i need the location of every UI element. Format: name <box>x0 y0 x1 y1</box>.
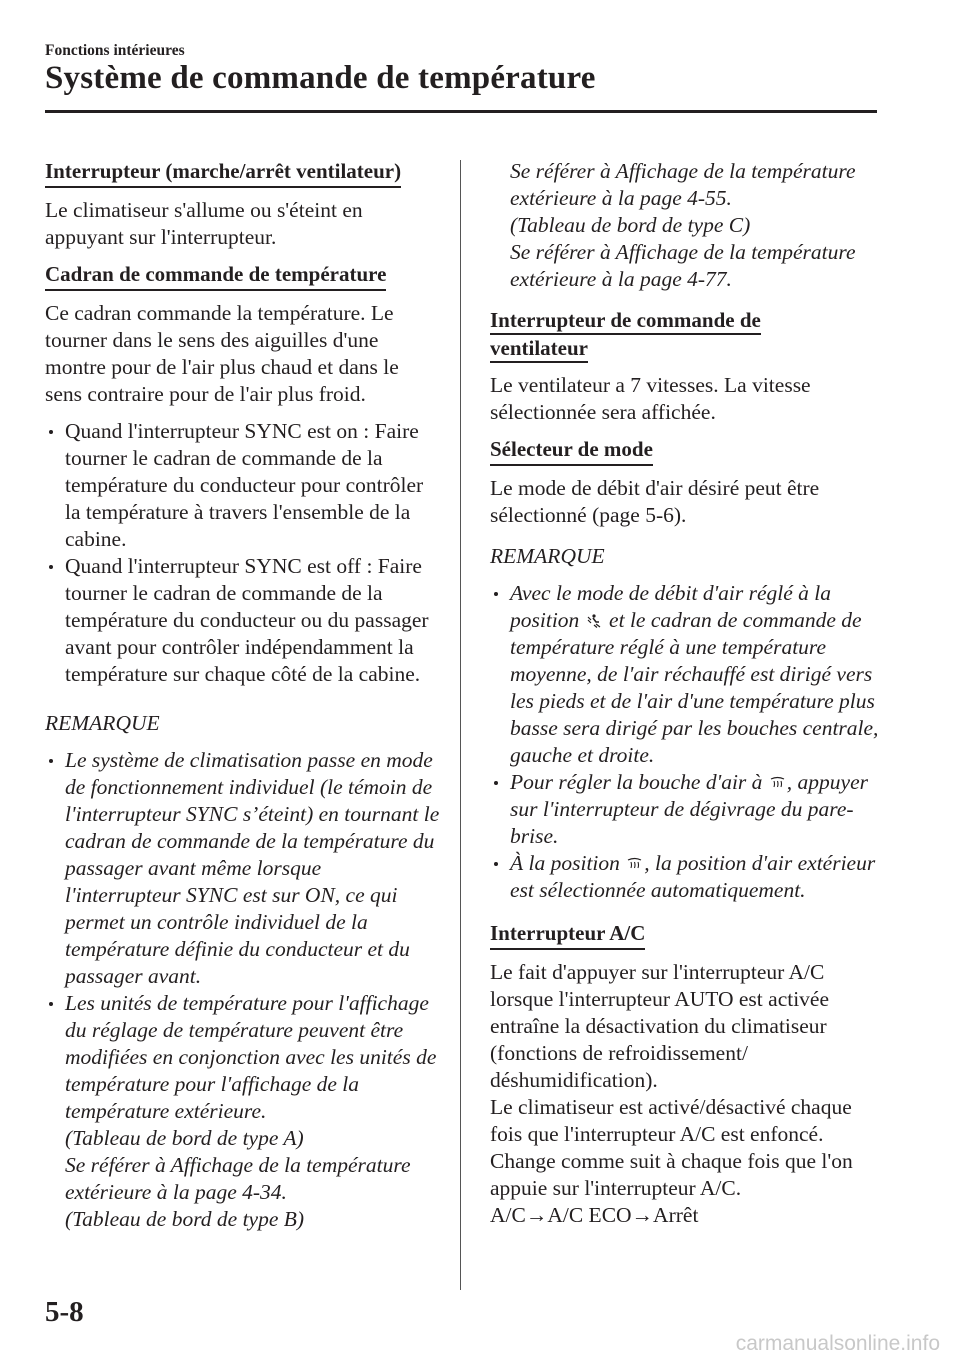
page-title: Système de commande de température <box>45 60 596 96</box>
fan-control-heading-line2: ventilateur <box>490 335 588 363</box>
fan-control-heading-line1: Interrupteur de commande de <box>490 307 761 335</box>
temp-dial-heading: Cadran de commande de température <box>45 261 386 291</box>
windshield-defrost-icon <box>770 770 785 784</box>
note-continuation <box>490 158 880 293</box>
note-units-text: Les unités de température pour l'affichage du réglage de température peuvent être modifiées en conjonction avec les unités de température pour l'affichage de la température extérieure. <box>65 991 437 1123</box>
left-column <box>45 158 440 1243</box>
note-bullets <box>45 747 440 1233</box>
floor-defrost-mode-icon <box>587 608 602 622</box>
mode-selector-text: Le mode de débit d'air désiré peut être sélectionné (page 5-6). <box>490 476 820 527</box>
dashboard-type-b: (Tableau de bord de type B) <box>65 1207 305 1231</box>
section-label: Fonctions intérieures <box>45 42 185 59</box>
list-item <box>45 990 440 1233</box>
dashboard-type-c: (Tableau de bord de type C) <box>510 213 751 237</box>
reference-type-a: Se référer à Affichage de la température extérieure à la page 4-34. <box>65 1153 411 1204</box>
list-item: Quand l'interrupteur SYNC est on : Faire tourner le cadran de commande de la température du conducteur pour contrôler la température à travers l'ensemble de la cabine. <box>45 418 440 553</box>
fan-control-text: Le ventilateur a 7 vitesses. La vitesse sélectionnée sera affichée. <box>490 373 811 424</box>
fan-switch-heading: Interrupteur (marche/arrêt ventilateur) <box>45 158 401 188</box>
list-item: Avec le mode de débit d'air réglé à la position et le cadran de commande de température réglé à une température moyenne, de l'air réchauffé est dirigé vers les pieds et de l'air d'une température plus basse sera dirigé par les bouches centrale, gauche et droite. <box>490 580 880 769</box>
note-title: REMARQUE <box>490 544 605 568</box>
ac-switch-heading: Interrupteur A/C <box>490 920 645 950</box>
fan-control-heading <box>490 307 761 363</box>
watermark: carmanualsonline.info <box>735 1332 940 1355</box>
ac-mode-sequence: A/C→A/C ECO→Arrêt <box>490 1203 699 1227</box>
list-item: Quand l'interrupteur SYNC est off : Faire tourner le cadran de commande de la température du conducteur ou du passager avant pour contrôler indépendamment la température sur chaque côté de la cabine. <box>45 553 440 688</box>
reference-type-b: Se référer à Affichage de la température extérieure à la page 4-55. <box>510 159 856 210</box>
mode-selector-heading: Sélecteur de mode <box>490 436 653 466</box>
reference-type-c: Se référer à Affichage de la température extérieure à la page 4-77. <box>510 240 856 291</box>
note-title: REMARQUE <box>45 711 160 735</box>
column-divider <box>460 160 461 1290</box>
temp-dial-text: Ce cadran commande la température. Le tourner dans le sens des aiguilles d'une montre pour de l'air plus chaud et dans le sens contraire pour de l'air plus froid. <box>45 301 399 406</box>
title-rule <box>45 110 877 113</box>
fan-switch-text: Le climatiseur s'allume ou s'éteint en appuyant sur l'interrupteur. <box>45 198 363 249</box>
list-item: Pour régler la bouche d'air à , appuyer sur l'interrupteur de dégivrage du pare-brise. <box>490 769 880 850</box>
ac-switch-text: Le fait d'appuyer sur l'interrupteur A/C lorsque l'interrupteur AUTO est activée entraîne la désactivation du climatiseur (fonctions de refroidissement/ déshumidification). Le climatiseur est activé/désactivé chaque fois que l'interrupteur A/C est enfoncé. Change comme suit à chaque fois que l'on appuie sur l'interrupteur A/C. A/C→A/C ECO→Arrêt <box>490 960 853 1227</box>
dashboard-type-a: (Tableau de bord de type A) <box>65 1126 304 1150</box>
windshield-defrost-icon <box>627 851 642 865</box>
right-column <box>490 158 880 1229</box>
temp-dial-bullets <box>45 418 440 688</box>
page-number: 5-8 <box>45 1296 84 1328</box>
note-bullets <box>490 580 880 904</box>
list-item: Le système de climatisation passe en mode de fonctionnement individuel (le témoin de l'interrupteur SYNC s’éteint) en tournant le cadran de commande de la température du passager avant même lorsque l'interrupteur SYNC est sur ON, ce qui permet un contrôle individuel de la température définie du conducteur et du passager avant. <box>45 747 440 990</box>
list-item: À la position , la position d'air extérieur est sélectionnée automatiquement. <box>490 850 880 904</box>
